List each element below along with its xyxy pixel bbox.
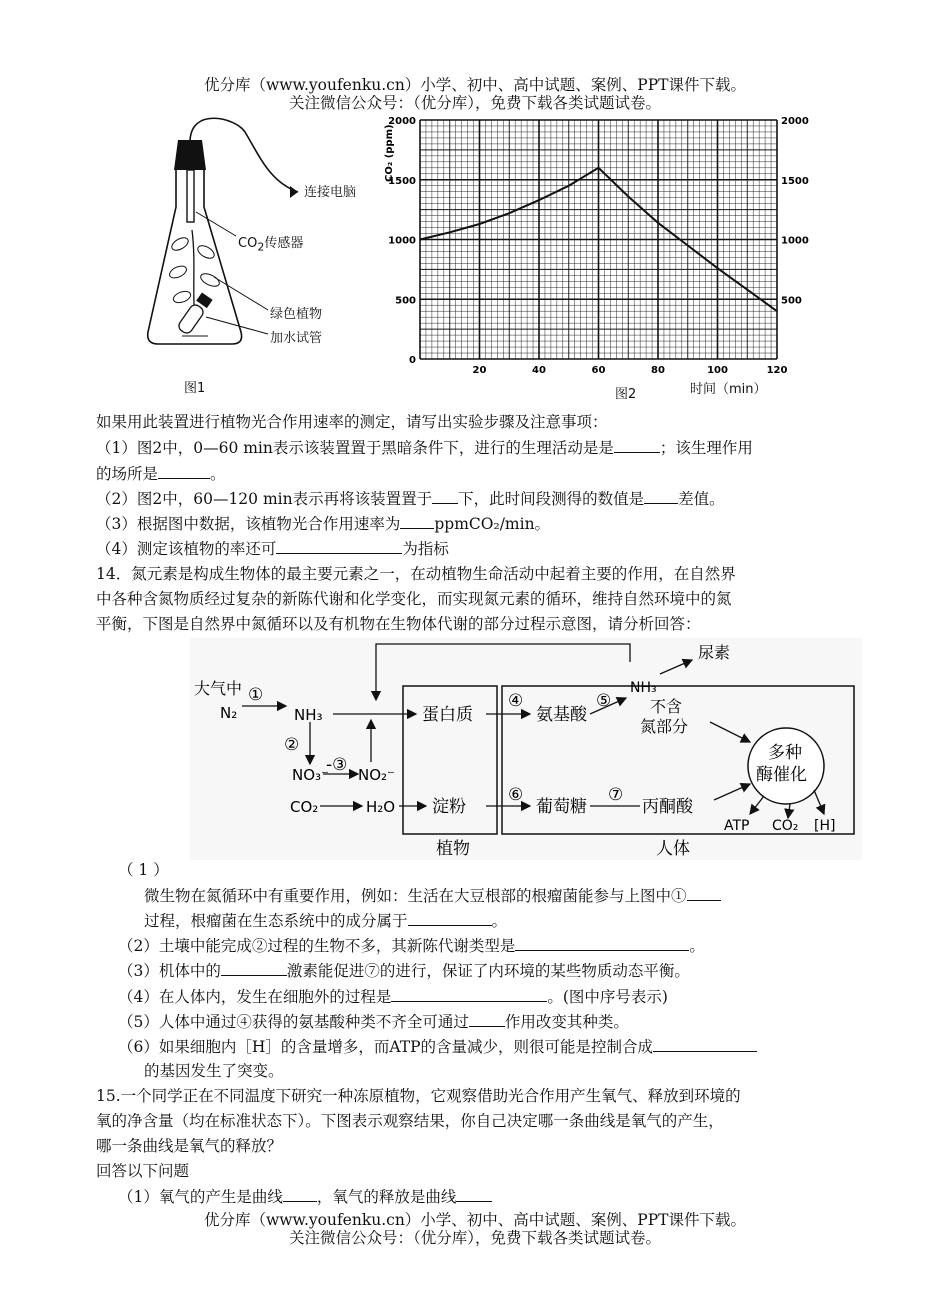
x-tick-label: 60: [591, 365, 606, 376]
x-axis-title: 时间（min）: [690, 382, 767, 397]
label-n2: N₂: [220, 704, 238, 722]
x-tick-label: 40: [532, 365, 546, 376]
figure-1-flask: [140, 112, 390, 402]
y-tick-label-left: 1000: [388, 235, 416, 247]
q14-part3: （3）机体中的 激素能促进⑦的进行，保证了内环境的某些物质动态平衡。: [118, 959, 690, 982]
step-3: -③: [326, 755, 348, 775]
y-tick-label-left: 500: [395, 295, 416, 307]
footer-line-1: 优分库（www.youfenku.cn）小学、初中、高中试题、案例、PPT课件下载。: [203, 1211, 747, 1229]
y-tick-label-right: 500: [781, 295, 802, 307]
q14-part1-cont: 过程，根瘤菌在生态系统中的成分属于 。: [144, 909, 507, 932]
q15-line-2: 氧的净含量（均在标准状态下）。下图表示观察结果，你自己决定哪一条曲线是氧气的产生，: [96, 1112, 724, 1130]
label-pyruvate: 丙酮酸: [642, 797, 693, 817]
q15-line-3: 哪一条曲线是氧气的释放？: [96, 1137, 283, 1155]
label-water-tube: 加水试管: [270, 331, 323, 346]
label-no2: NO₂⁻: [358, 766, 395, 784]
label-h2o: H₂O: [366, 798, 396, 816]
label-nh3: NH₃: [294, 706, 323, 724]
y-tick-label-left: 0: [409, 355, 416, 366]
q14-part4: （4）在人体内，发生在细胞外的过程是 。(图中序号表示): [118, 985, 668, 1008]
y-tick-label-right: 1000: [781, 235, 809, 247]
q14-part6: （6）如果细胞内［H］的含量增多，而ATP的含量减少，则很可能是控制合成: [118, 1035, 757, 1058]
label-atmosphere: 大气中: [194, 679, 243, 698]
q13-part3: （3）根据图中数据，该植物光合作用速率为 ppmCO₂/min。: [96, 512, 550, 535]
q14-line-3: 平衡，下图是自然界中氮循环以及有机物在生物体代谢的部分过程示意图，请分析回答：: [96, 615, 701, 633]
header-line-2: 关注微信公众号：（优分库），免费下载各类试题试卷。: [288, 94, 661, 112]
y-axis-title: CO₂ (ppm): [384, 124, 395, 182]
q14-part1-label: （ 1 ）: [118, 861, 169, 879]
q14-part5: （5）人体中通过④获得的氨基酸种类不齐全可通过 作用改变其种类。: [118, 1010, 629, 1033]
label-non-n-1: 不含: [650, 697, 683, 716]
label-co2: CO₂: [290, 798, 319, 816]
y-tick-label-right: 2000: [781, 116, 809, 127]
q13-part1: （1）图2中，0—60 min表示该装置置于黑暗条件下，进行的生理活动是是 ；该生理作用: [96, 436, 753, 459]
label-co2-sensor: $CO_2$传感器: [238, 236, 304, 254]
q14-part1: 微生物在氮循环中有重要作用，例如：生活在大豆根部的根瘤菌能参与上图中①: [144, 884, 721, 907]
q13-intro: 如果用此装置进行植物光合作用速率的测定，请写出实验步骤及注意事项：: [96, 413, 608, 431]
y-tick-label-left: 2000: [388, 116, 416, 127]
x-tick-label: 20: [472, 365, 487, 376]
label-glucose: 葡萄糖: [536, 797, 587, 817]
q15-line-1: 15.一个同学正在不同温度下研究一种冻原植物，它观察借助光合作用产生氧气、释放到环境的: [96, 1087, 741, 1105]
q15-line-4: 回答以下问题: [96, 1162, 190, 1180]
label-non-n-2: 氮部分: [640, 717, 689, 736]
q15-part1: （1）氧气的产生是曲线 ，氧气的释放是曲线: [118, 1185, 492, 1208]
figure-1-label: 图1: [184, 381, 206, 396]
step-6: ⑥: [508, 785, 524, 805]
x-tick-label: 100: [707, 365, 728, 376]
label-plant: 植物: [436, 839, 470, 859]
figure-2-label: 图2: [615, 387, 637, 402]
step-7: ⑦: [608, 785, 624, 805]
header-line-1: 优分库（www.youfenku.cn）小学、初中、高中试题、案例、PPT课件下载。: [203, 76, 747, 94]
label-human: 人体: [656, 839, 690, 859]
nitrogen-cycle-diagram: [190, 638, 862, 860]
q13-part2: （2）图2中，60—120 min表示再将该装置置于 下，此时间段测得的数值是 差值。: [96, 487, 725, 510]
step-1: ①: [248, 685, 264, 705]
q13-part1-cont: 的场所是 。: [96, 462, 226, 485]
label-enzyme-1: 多种: [768, 743, 802, 763]
q14-part6-cont: 的基因发生了突变。: [144, 1062, 284, 1080]
label-amino-acid: 氨基酸: [536, 705, 587, 725]
y-tick-label-left: 1500: [388, 175, 416, 187]
label-green-plant: 绿色植物: [270, 307, 323, 322]
label-urea: 尿素: [698, 643, 731, 662]
label-h-out: [H]: [814, 818, 836, 834]
x-tick-label: 80: [651, 365, 665, 376]
q14-part2: （2）土壤中能完成②过程的生物不多，其新陈代谢类型是 。: [118, 934, 705, 957]
x-tick-label: 120: [766, 365, 788, 376]
label-connect-computer: 连接电脑: [304, 185, 357, 200]
label-nh3-right: NH₃: [630, 680, 657, 696]
label-no3: NO₃⁻: [292, 766, 329, 784]
label-atp: ATP: [724, 818, 750, 834]
q14-line-1: 14．氮元素是构成生物体的最主要元素之一，在动植物生命活动中起着主要的作用，在自然界: [96, 565, 736, 583]
q13-part4: （4）测定该植物的率还可 为指标: [96, 537, 449, 560]
label-co2-out: CO₂: [772, 818, 799, 834]
label-starch: 淀粉: [432, 797, 466, 817]
footer-line-2: 关注微信公众号：（优分库），免费下载各类试题试卷。: [288, 1229, 661, 1247]
step-2: ②: [284, 735, 300, 755]
q14-line-2: 中各种含氮物质经过复杂的新陈代谢和化学变化，而实现氮元素的循环，维持自然环境中的氮: [96, 590, 732, 608]
step-4: ④: [508, 691, 524, 711]
step-5: ⑤: [596, 691, 612, 711]
label-protein: 蛋白质: [422, 705, 473, 725]
figure-2-chart: [380, 110, 810, 395]
y-tick-label-right: 1500: [781, 175, 809, 187]
label-enzyme-2: 酶催化: [756, 765, 807, 785]
